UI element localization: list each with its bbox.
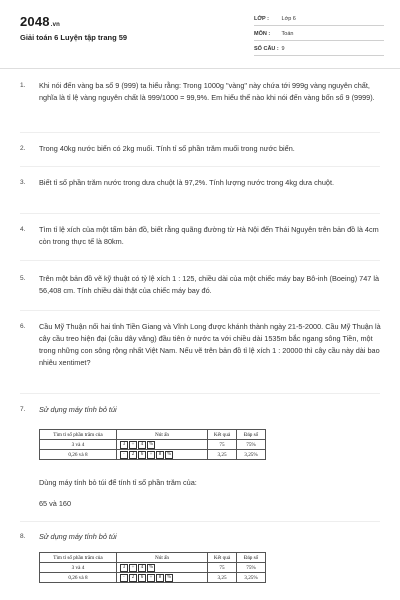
calculator-key: ÷ xyxy=(147,451,155,459)
site-logo[interactable] xyxy=(20,14,60,29)
meta-question-count xyxy=(254,46,384,52)
calculator-table xyxy=(39,552,266,583)
calculator-key: 2 xyxy=(129,451,137,459)
result-cell: 3,25 xyxy=(208,573,237,583)
divider xyxy=(20,260,380,261)
meta-value: Toán xyxy=(281,31,294,37)
meta-grade xyxy=(254,16,384,22)
question-number: 8. xyxy=(20,533,26,540)
result-cell: 3,25 xyxy=(208,450,237,460)
question-number: 5. xyxy=(20,275,26,282)
meta-value: 9 xyxy=(281,46,285,52)
keys-cell xyxy=(117,573,208,583)
divider xyxy=(20,310,380,311)
question-number: 2. xyxy=(20,145,26,152)
question-number: 4. xyxy=(20,226,26,233)
column-header: Đáp số xyxy=(237,430,266,440)
column-header: Kết quả xyxy=(208,553,237,563)
question-text: Sử dụng máy tính bỏ túi xyxy=(39,532,117,541)
calculator-key: % xyxy=(166,451,172,457)
q7-values: 65 và 160 xyxy=(39,499,72,508)
pair-cell: 3 và 4 xyxy=(40,440,117,450)
document-title: Giải toán 6 Luyện tập trang 59 xyxy=(20,33,128,42)
calculator-key: 6 xyxy=(138,574,146,582)
meta-value: Lớp 6 xyxy=(281,16,296,22)
logo-text: 2048 xyxy=(20,14,50,29)
calculator-key: 3 xyxy=(120,441,128,449)
question-text: Trên một bản đồ vẽ kỹ thuật có tỷ lệ xích 1 : 125, chiều dài của một chiếc máy bay Bô-inh (Boeing) 747 là 56,408 cm. Tính chiều dài thật của chiếc máy bay đó. xyxy=(39,274,380,295)
column-header: Nút ấn xyxy=(117,553,208,563)
calculator-key: 4 xyxy=(138,564,146,572)
meta-label: LỚP : xyxy=(254,16,269,22)
keys-cell xyxy=(117,563,208,573)
meta-subject xyxy=(254,31,384,37)
q7-instruction: Dùng máy tính bỏ túi để tính tỉ số phần trăm của: xyxy=(39,478,197,487)
calculator-key: 4 xyxy=(138,441,146,449)
calculator-key: ÷ xyxy=(147,574,155,582)
calculator-key: % xyxy=(148,441,154,447)
question-number: 3. xyxy=(20,179,26,186)
answer-cell: 75% xyxy=(237,563,266,573)
calculator-key: 8 xyxy=(156,574,164,582)
calculator-key: 6 xyxy=(138,451,146,459)
divider xyxy=(20,166,380,167)
question-text: Khi nói đến vàng ba số 9 (999) ta hiểu rằng: Trong 1000g "vàng" này chứa tới 999g vàng nguyên chất, nghĩa là tỉ lệ vàng nguyên chất là 999/1000 = 99,9%. Em hiểu thế nào khi nói đến vàng bốn số 9 (9999). xyxy=(39,81,375,102)
document-header xyxy=(0,0,400,69)
divider xyxy=(20,213,380,214)
keys-cell xyxy=(117,450,208,460)
calculator-key: ÷ xyxy=(129,564,137,572)
question-text: Tìm tỉ lệ xích của một tấm bản đồ, biết rằng quãng đường từ Hà Nội đến Thái Nguyên trên bản đồ là 4cm còn trong thực tế là 80km. xyxy=(39,225,379,246)
calculator-key: % xyxy=(166,574,172,580)
question-number: 1. xyxy=(20,82,26,89)
table-header-row xyxy=(40,553,266,563)
column-header: Tìm tỉ số phần trăm của xyxy=(40,430,117,440)
table-header-row xyxy=(40,430,266,440)
keys-cell xyxy=(117,440,208,450)
question-number: 7. xyxy=(20,406,26,413)
meta-underline xyxy=(254,25,384,26)
meta-underline xyxy=(254,55,384,56)
calculator-table xyxy=(39,429,266,460)
pair-cell: 0,26 và 8 xyxy=(40,573,117,583)
column-header: Kết quả xyxy=(208,430,237,440)
calculator-key: 3 xyxy=(120,564,128,572)
meta-label: SỐ CÂU : xyxy=(254,46,279,52)
column-header: Đáp số xyxy=(237,553,266,563)
answer-cell: 75% xyxy=(237,440,266,450)
table-row xyxy=(40,573,266,583)
calculator-key: 8 xyxy=(156,451,164,459)
answer-cell: 3,25% xyxy=(237,450,266,460)
pair-cell: 3 và 4 xyxy=(40,563,117,573)
divider xyxy=(20,393,380,394)
column-header: Nút ấn xyxy=(117,430,208,440)
calculator-key: 2 xyxy=(129,574,137,582)
calculator-key: · xyxy=(120,574,128,582)
table-row xyxy=(40,563,266,573)
divider xyxy=(20,521,380,522)
logo-suffix: .vn xyxy=(50,22,61,28)
result-cell: 75 xyxy=(208,563,237,573)
question-text: Sử dụng máy tính bỏ túi xyxy=(39,405,117,414)
table-row xyxy=(40,450,266,460)
calculator-key: ÷ xyxy=(129,441,137,449)
question-number: 6. xyxy=(20,323,26,330)
meta-underline xyxy=(254,40,384,41)
column-header: Tìm tỉ số phần trăm của xyxy=(40,553,117,563)
question-text: Trong 40kg nước biển có 2kg muối. Tính tỉ số phần trăm muối trong nước biển. xyxy=(39,144,295,153)
meta-label: MÔN : xyxy=(254,31,271,37)
result-cell: 75 xyxy=(208,440,237,450)
pair-cell: 0,26 và 8 xyxy=(40,450,117,460)
calculator-key: % xyxy=(148,564,154,570)
divider xyxy=(20,132,380,133)
question-text: Biết tỉ số phần trăm nước trong dưa chuột là 97,2%. Tính lượng nước trong 4kg dưa chuột. xyxy=(39,178,335,187)
question-1 xyxy=(20,80,384,118)
answer-cell: 3,25% xyxy=(237,573,266,583)
table-row xyxy=(40,440,266,450)
calculator-key: · xyxy=(120,451,128,459)
question-text: Cầu Mỹ Thuận nối hai tỉnh Tiền Giang và Vĩnh Long được khánh thành ngày 21-5-2000. Cầu Mỹ Thuận là cây cầu treo hiện đại (cầu dây văng) đầu tiên ở nước ta với chiều dài 1535m bắc ngang sông Tiền, một trong những con sông rộng nhất Việt Nam. Nếu vẽ trên bản đồ tỉ lệ xích 1 : 20000 thì cây cầu này dài bao nhiêu xentimet? xyxy=(39,322,381,367)
